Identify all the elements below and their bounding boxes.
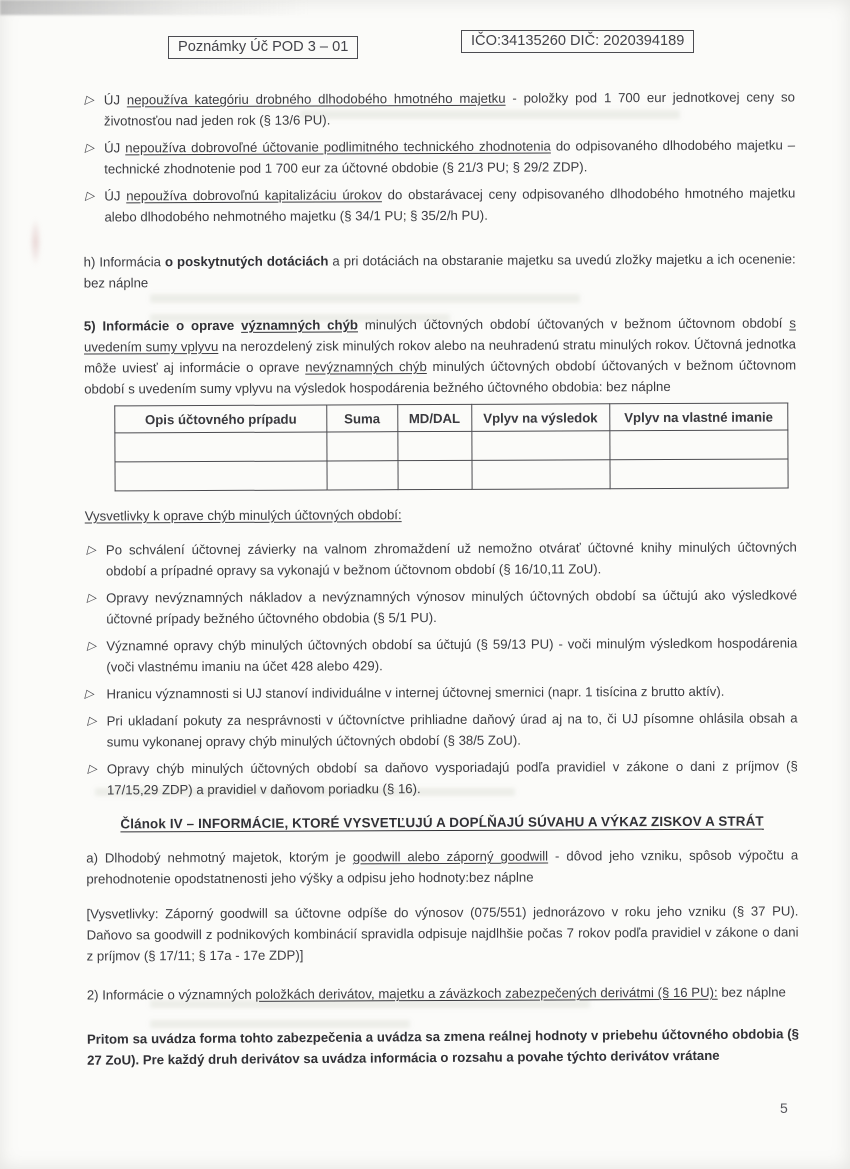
table-cell-empty [610, 459, 789, 489]
table-cell-empty [327, 461, 398, 490]
column-header-vysledok: Vplyv na výsledok [471, 404, 609, 432]
table-row [115, 430, 788, 462]
bullet-text: Významné opravy chýb minulých účtovných období sa účtujú (§ 59/13 PU) - voči minulým výsledkom hospodárenia (voči vlastnému imaniu na účet 428 alebo 429). [106, 635, 798, 675]
arrow-bullet-icon: ▷ [86, 713, 100, 728]
bullet-item [83, 134, 795, 179]
table-cell-empty [115, 461, 327, 491]
column-header-mddal: MD/DAL [397, 404, 471, 431]
asset-policy-bullets [83, 86, 796, 227]
bullet-text: Po schválení účtovnej závierky na valnom zhromaždení už nemožno otvárať účtovné knihy minulých účtovných období a prípadné opravy sa vykonajú v bežnom účtovnom období (§ 16/10,11 ZoU). [105, 539, 797, 579]
table-header-row [115, 403, 788, 433]
bullet-text: Hranicu významnosti si UJ stanoví individuálne v internej účtovnej smernici (napr. 1 tisícina z brutto aktív). [106, 683, 725, 702]
bullet-text: ÚJ nepoužíva dobrovoľné účtovanie podlimitného technického zhodnotenia do odpisovaného dlhodobého majetku – technické zhodnotenie pod 1 700 eur za účtovné obdobie (§ 21/3 PU; § 29/2 ZDP). [104, 137, 796, 177]
bullet-text: Opravy nevýznamných nákladov a nevýznamných výnosov minulých účtovných období sa účtujú ako výsledkové účtovné prípady bežného účtovného obdobia (§ 5/1 PU). [106, 587, 798, 627]
bullet-item [83, 182, 795, 227]
arrow-bullet-icon: ▷ [86, 590, 99, 605]
table-cell-empty [472, 460, 610, 490]
table-cell-empty [398, 431, 472, 460]
bullet-item [85, 681, 797, 705]
bullet-item [85, 585, 797, 630]
arrow-bullet-icon: ▷ [86, 761, 100, 776]
table-row [115, 459, 788, 491]
column-header-opis: Opis účtovného prípadu [115, 405, 327, 433]
arrow-bullet-icon: ▷ [83, 686, 97, 701]
ico-dic-box: IČO:34135260 DIČ: 2020394189 [461, 30, 694, 53]
paragraph-a-goodwill: a) Dlhodobý nehmotný majetok, ktorým je goodwill alebo záporný goodwill - dôvod jeho vzniku, spôsob výpočtu a prehodnotenie opodstatnenosti jeho výšky a odpisu jeho hodnoty:bez náplne [86, 847, 799, 887]
article-iv-heading: Článok IV – INFORMÁCIE, KTORÉ VYSVETĽUJÚ A DOPĹŇAJÚ SÚVAHU A VÝKAZ ZISKOV A STRÁT [120, 813, 764, 832]
table-cell-empty [609, 430, 788, 460]
bullet-item [83, 86, 795, 131]
scan-edge-artifact [0, 0, 430, 15]
arrow-bullet-icon: ▷ [84, 140, 97, 155]
bullet-item [85, 537, 797, 582]
table-cell-empty [472, 431, 610, 461]
column-header-suma: Suma [327, 405, 398, 432]
column-header-imanie: Vplyv na vlastné imanie [609, 403, 788, 431]
paragraph-pritom: Pritom sa uvádza forma tohto zabezpečenia a uvádza sa zmena reálnej hodnoty v priebehu účtovného obdobia (§ 27 ZoU). Pre každý druh derivátov sa uvádza informácia o rozsahu a povahe týchto derivátov vrátane [86, 1026, 800, 1068]
bullet-item [86, 708, 798, 753]
arrow-bullet-icon: ▷ [85, 542, 99, 557]
bullet-text: Opravy chýb minulých účtovných období sa daňovo vysporiadajú podľa pravidiel v zákone o dani z príjmov (§ 17/15,29 ZDP) a pravidiel v daňovom poriadku (§ 16). [106, 758, 798, 798]
bullet-text: ÚJ nepoužíva kategóriu drobného dlhodobého hmotného majetku - položky pod 1 700 eur jednotkovej ceny so životnosťou nad jeden rok (§ 13/6 PU). [103, 89, 795, 129]
document-body [83, 86, 799, 1069]
paragraph-goodwill-note: [Vysvetlivky: Záporný goodwill sa účtovne odpíše do výnosov (075/551) jednorázovo v roku jeho vzniku (§ 37 PU). Daňovo sa goodwill z podnikových kombinácií spravidla odpisuje najdlhšie počas 7 rokov podľa pravidiel v zákone o dani z príjmov (§ 17/11; § 17a - 17e ZDP)] [86, 903, 799, 964]
table-cell-empty [327, 432, 398, 461]
paragraph-2-derivatives: 2) Informácie o významných položkách derivátov, majetku a záväzkoch zabezpečených derivátmi (§ 16 PU): bez náplne [86, 984, 786, 1003]
explanations-title: Vysvetlivky k oprave chýb minulých účtovných období: [84, 507, 402, 524]
corrections-table [114, 402, 788, 491]
ink-smudge-artifact [30, 218, 41, 266]
arrow-bullet-icon: ▷ [86, 638, 99, 653]
page-number: 5 [780, 1100, 788, 1116]
paragraph-h-grants: h) Informácia o poskytnutých dotáciách a pri dotáciách na obstaranie majetku sa uvedú zložky majetku a ich ocenenie: bez náplne [83, 251, 796, 291]
bullet-text: Pri ukladaní pokuty za nesprávnosti v účtovníctve prihliadne daňový úrad aj na to, či UJ písomne ohlásila obsah a sumu vykonanej opravy chýb minulých účtovných období (§ 38/5 ZoU). [106, 710, 798, 750]
bullet-item [86, 756, 798, 801]
arrow-bullet-icon: ▷ [84, 188, 98, 203]
bullet-text: ÚJ nepoužíva dobrovoľnú kapitalizáciu úrokov do obstarávacej ceny odpisovaného dlhodobého hmotného majetku alebo dlhodobého nehmotného majetku (§ 34/1 PU; § 35/2/h PU). [104, 185, 796, 225]
table-cell-empty [115, 432, 327, 462]
bullet-item [85, 633, 797, 678]
table-cell-empty [398, 460, 472, 489]
form-code-box: Poznámky Úč POD 3 – 01 [168, 36, 358, 59]
paragraph-5-error-corrections: 5) Informácie o oprave významných chýb minulých účtovných období účtovaných v bežnom účtovnom období s uvedením sumy vplyvu na nerozdelený zisk minulých rokov alebo na neuhradenú stratu minulých rokov. Účtovná jednotka môže uviesť aj informácie o oprave nevýznamných chýb minulých účtovných období účtovaných v bežnom účtovnom období s uvedením sumy vplyvu na výsledok hospodárenia bežného účtovného obdobia: bez náplne [83, 315, 797, 397]
arrow-bullet-icon: ▷ [83, 92, 97, 107]
corrections-explanation-bullets [85, 537, 798, 801]
